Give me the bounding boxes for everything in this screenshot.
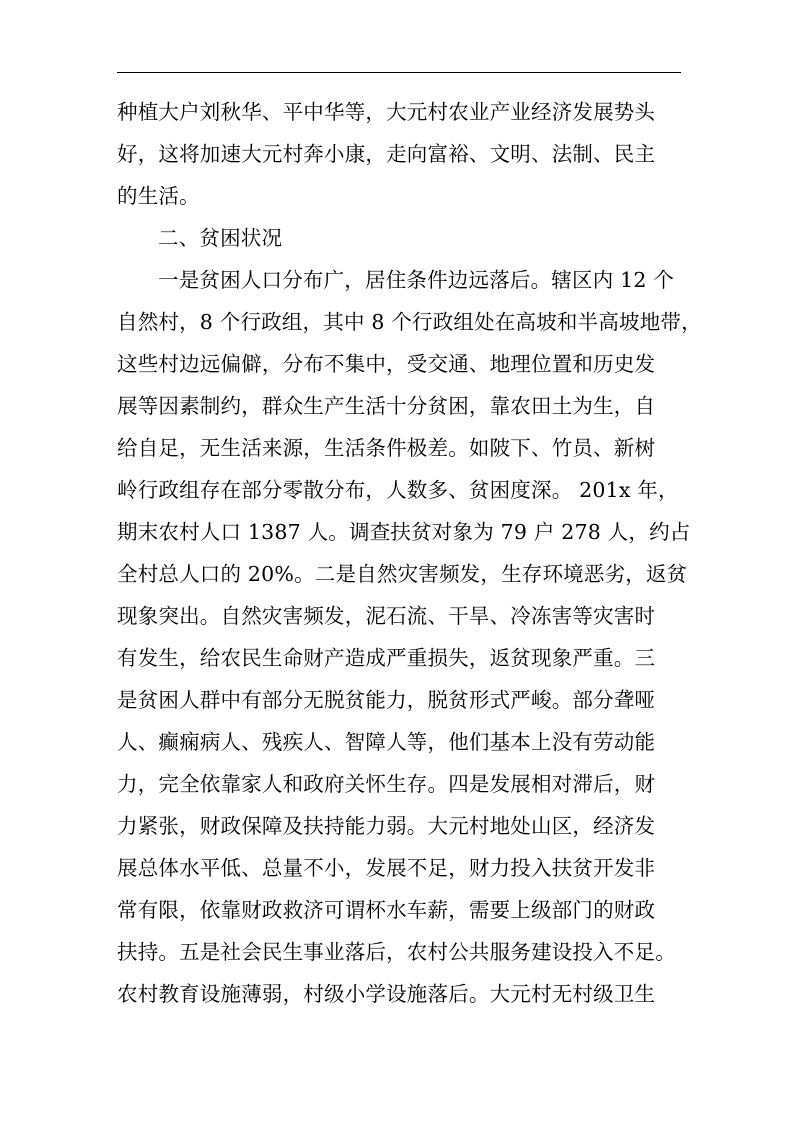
paragraph-2-line: 这些村边远偏僻，分布不集中，受交通、地理位置和历史发 [117,352,656,376]
paragraph-2-line: 岭行政组存在部分零散分布，人数多、贫困度深。 201x 年， [117,478,679,502]
paragraph-2-line: 展等因素制约，群众生产生活十分贫困，靠农田土为生，自 [117,394,656,418]
paragraph-2-line: 展总体水平低、总量不小，发展不足，财力投入扶贫开发非 [117,856,656,880]
paragraph-1-line: 种植大户刘秋华、平中华等，大元村农业产业经济发展势头 [117,100,656,124]
paragraph-2-line: 人、癫痫病人、残疾人、智障人等，他们基本上没有劳动能 [117,730,656,754]
paragraph-2-line: 全村总人口的 20%。二是自然灾害频发，生存环境恶劣，返贫 [117,562,688,586]
paragraph-2-line: 期末农村人口 1387 人。调查扶贫对象为 79 户 278 人，约占 [117,520,691,544]
section-heading: 二、贫困状况 [158,226,283,250]
paragraph-2-line: 农村教育设施薄弱，村级小学设施落后。大元村无村级卫生 [117,982,656,1006]
paragraph-2-line: 力，完全依靠家人和政府关怀生存。四是发展相对滞后，财 [117,772,656,796]
paragraph-1-line: 好，这将加速大元村奔小康，走向富裕、文明、法制、民主 [117,142,656,166]
paragraph-2-line: 自然村，8 个行政组，其中 8 个行政组处在高坡和半高坡地带， [117,310,702,334]
paragraph-1-line: 的生活。 [117,184,200,208]
paragraph-2-line: 常有限，依靠财政救济可谓杯水车薪，需要上级部门的财政 [117,898,656,922]
paragraph-2-line: 是贫困人群中有部分无脱贫能力，脱贫形式严峻。部分聋哑 [117,688,656,712]
document-body [117,91,702,1015]
paragraph-2-line: 扶持。五是社会民生事业落后，农村公共服务建设投入不足。 [117,940,676,964]
paragraph-2-line: 给自足，无生活来源，生活条件极差。如陂下、竹员、新树 [117,436,656,460]
paragraph-2-line: 现象突出。自然灾害频发，泥石流、干旱、冷冻害等灾害时 [117,604,656,628]
paragraph-2-line: 一是贫困人口分布广，居住条件边远落后。辖区内 12 个 [158,268,675,292]
header-rule [117,72,681,73]
paragraph-2-line: 力紧张，财政保障及扶持能力弱。大元村地处山区，经济发 [117,814,656,838]
paragraph-2-line: 有发生，给农民生命财产造成严重损失，返贫现象严重。三 [117,646,656,670]
